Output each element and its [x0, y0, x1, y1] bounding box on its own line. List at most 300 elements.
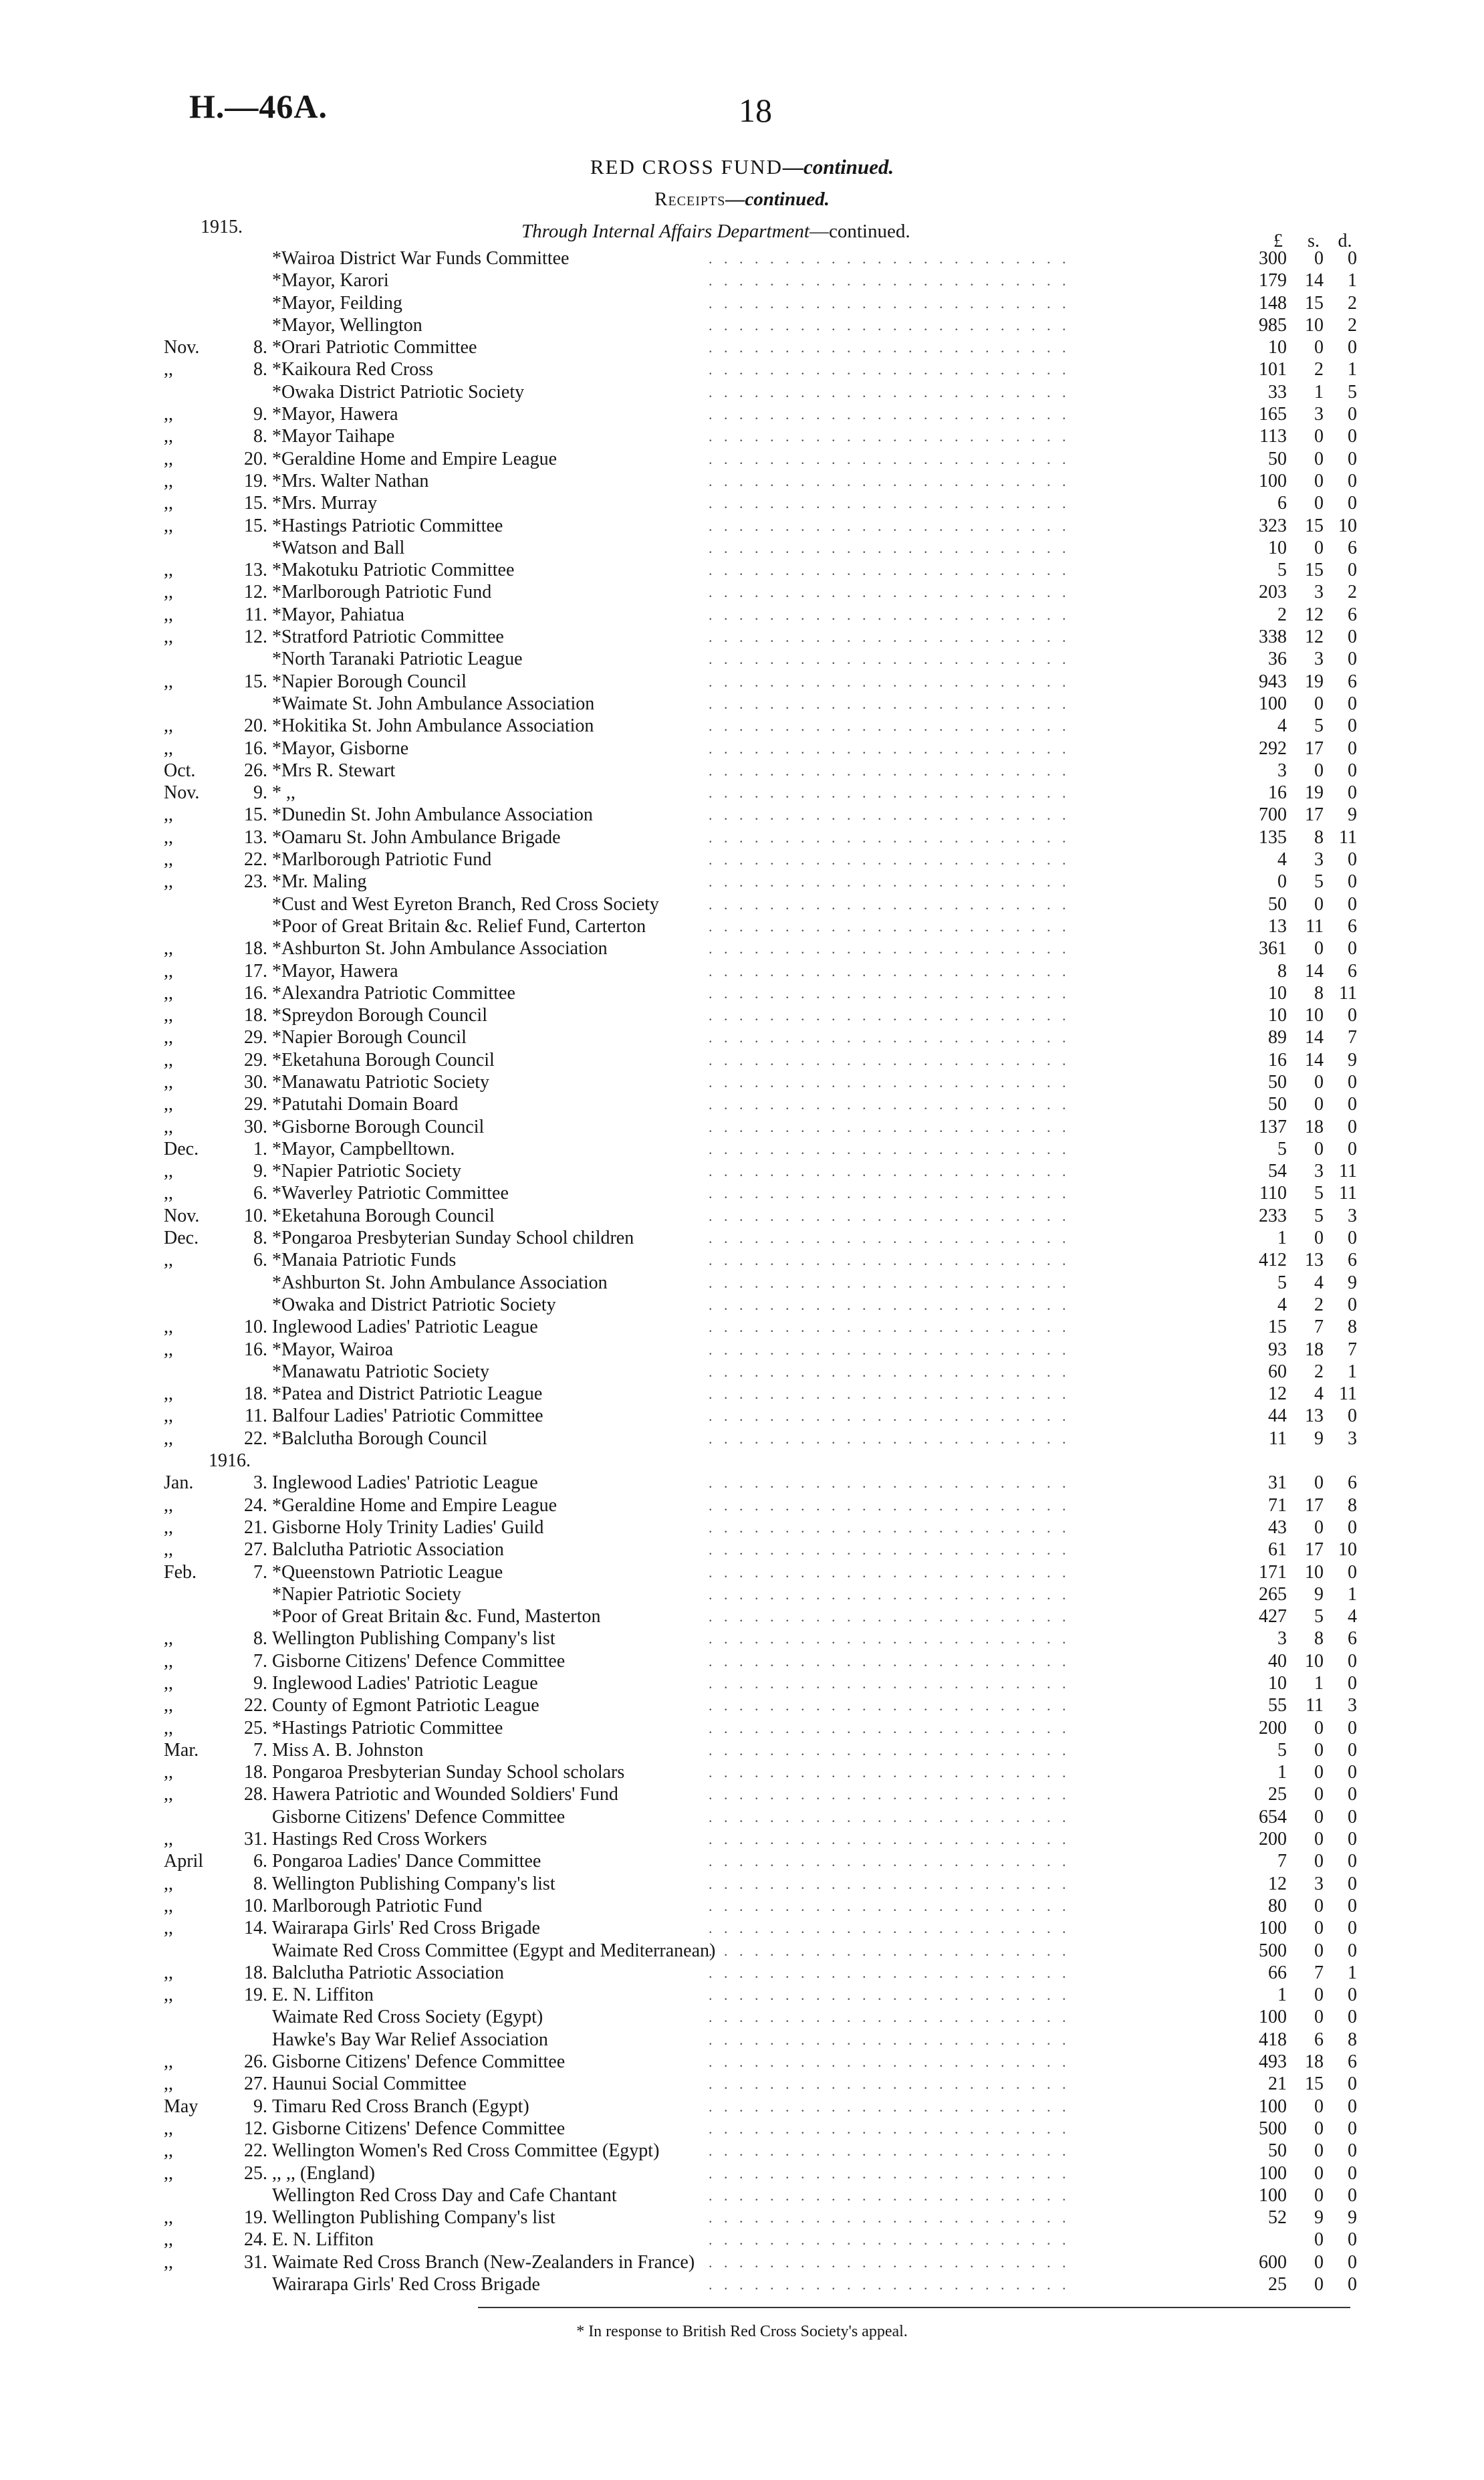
entry-description: *Waimate St. John Ambulance Association	[272, 693, 595, 714]
entry-description: *Manaia Patriotic Funds	[272, 1250, 457, 1271]
entry-day: 8.	[253, 1628, 267, 1650]
amount-shillings: 14	[1305, 1027, 1324, 1048]
entry-description: *Alexandra Patriotic Committee	[272, 982, 515, 1004]
entry-description: *Balclutha Borough Council	[272, 1428, 487, 1449]
amount-shillings: 0	[1314, 2229, 1324, 2251]
entry-month: ,,	[164, 1005, 173, 1026]
entry-description: *Mrs. Walter Nathan	[272, 470, 429, 491]
entry-description: E. N. Liffiton	[272, 1985, 374, 2006]
entry-day: 8.	[253, 1873, 267, 1894]
amount-pounds: 100	[1259, 693, 1287, 714]
entry-day: 29.	[244, 1049, 267, 1070]
amount-pence: 0	[1348, 782, 1357, 804]
amount-pence: 2	[1348, 292, 1357, 314]
dot-leaders: . . . . . . . . . . . . . . . . . . . . . . . .	[709, 1719, 1070, 1736]
amount-pounds: 171	[1259, 1561, 1287, 1583]
amount-pence: 6	[1348, 604, 1357, 625]
dot-leaders: . . . . . . . . . . . . . . . . . . . . . . . .	[709, 651, 1070, 668]
table-row	[0, 1761, 1484, 1783]
entry-month: Nov.	[164, 782, 200, 804]
amount-pounds: 89	[1268, 1027, 1287, 1048]
amount-pence: 0	[1348, 871, 1357, 893]
entry-month: ,,	[164, 448, 173, 469]
entry-month: ,,	[164, 1628, 173, 1650]
amount-pence: 6	[1348, 1628, 1357, 1650]
amount-pounds: 12	[1268, 1873, 1287, 1894]
amount-pence: 0	[1348, 627, 1357, 648]
amount-pounds: 50	[1268, 1071, 1287, 1093]
table-row	[0, 515, 1484, 537]
entry-month: ,,	[164, 1405, 173, 1427]
amount-pence: 0	[1348, 2118, 1357, 2139]
dot-leaders: . . . . . . . . . . . . . . . . . . . . . . . .	[709, 1430, 1070, 1447]
table-row	[0, 1516, 1484, 1539]
table-row	[0, 2118, 1484, 2140]
table-row	[0, 738, 1484, 760]
amount-pence: 6	[1348, 2051, 1357, 2073]
entry-description: *Patea and District Patriotic League	[272, 1383, 543, 1405]
amount-pence: 0	[1348, 2096, 1357, 2117]
entry-month: ,,	[164, 1762, 173, 1783]
section-heading	[521, 221, 910, 243]
table-row	[0, 269, 1484, 292]
entry-day: 31.	[244, 1829, 267, 1850]
amount-pence: 0	[1348, 1985, 1357, 2006]
amount-pounds: 10	[1268, 537, 1287, 558]
dot-leaders: . . . . . . . . . . . . . . . . . . . . . . . .	[709, 1563, 1070, 1581]
amount-shillings: 3	[1314, 1161, 1324, 1182]
entry-description: *Eketahuna Borough Council	[272, 1205, 495, 1226]
entry-description: *Mayor, Hawera	[272, 404, 398, 425]
amount-pence: 3	[1348, 1428, 1357, 1449]
amount-pounds: 8	[1277, 960, 1287, 982]
entry-description: Wellington Women's Red Cross Committee (Egypt)	[272, 2140, 660, 2162]
amount-pence: 0	[1348, 760, 1357, 781]
table-row	[0, 2162, 1484, 2184]
amount-pence: 6	[1348, 915, 1357, 937]
page-title	[0, 155, 1484, 179]
amount-pounds: 100	[1259, 470, 1287, 491]
amount-shillings: 5	[1314, 715, 1324, 737]
amount-shillings: 17	[1305, 804, 1324, 826]
amount-pounds: 52	[1268, 2207, 1287, 2229]
amount-shillings: 9	[1314, 1583, 1324, 1605]
table-row	[0, 1205, 1484, 1227]
table-row	[0, 1561, 1484, 1583]
entry-description: *Watson and Ball	[272, 537, 405, 558]
entry-month: ,,	[164, 960, 173, 982]
table-row	[0, 871, 1484, 893]
amount-pence: 0	[1348, 1918, 1357, 1939]
amount-shillings: 10	[1305, 1005, 1324, 1026]
entry-month: ,,	[164, 1428, 173, 1449]
entry-description: *Mayor Taihape	[272, 426, 395, 447]
entry-month: ,,	[164, 1339, 173, 1360]
amount-shillings: 12	[1305, 604, 1324, 625]
table-row	[0, 1828, 1484, 1850]
amount-pence: 8	[1348, 2029, 1357, 2050]
entry-day: 12.	[244, 627, 267, 648]
amount-shillings: 0	[1314, 1806, 1324, 1827]
amount-pounds: 418	[1259, 2029, 1287, 2050]
entry-day: 22.	[244, 1695, 267, 1716]
entry-day: 19.	[244, 2207, 267, 2229]
amount-shillings: 6	[1314, 2029, 1324, 2050]
amount-shillings: 0	[1314, 1516, 1324, 1538]
dot-leaders: . . . . . . . . . . . . . . . . . . . . . . . .	[709, 1185, 1070, 1202]
entry-month: ,,	[164, 2251, 173, 2273]
amount-pence: 6	[1348, 960, 1357, 982]
table-row	[0, 492, 1484, 514]
entry-description: *Makotuku Patriotic Committee	[272, 560, 515, 581]
entry-month: ,,	[164, 1695, 173, 1716]
table-row	[0, 648, 1484, 670]
entry-month: ,,	[164, 1962, 173, 1983]
entry-month: ,,	[164, 1027, 173, 1048]
amount-pence: 0	[1348, 738, 1357, 759]
amount-pounds: 292	[1259, 738, 1287, 759]
amount-pounds: 33	[1268, 381, 1287, 403]
table-row	[0, 1182, 1484, 1204]
entry-month: Mar.	[164, 1739, 199, 1761]
amount-pounds: 21	[1268, 2073, 1287, 2095]
subtitle-text: Receipts	[654, 189, 726, 210]
entry-month: ,,	[164, 1383, 173, 1405]
amount-pence: 0	[1348, 1895, 1357, 1916]
amount-pence: 3	[1348, 1695, 1357, 1716]
dot-leaders: . . . . . . . . . . . . . . . . . . . . . . . .	[709, 895, 1070, 913]
entry-description: Gisborne Citizens' Defence Committee	[272, 2118, 566, 2139]
entry-description: *Mayor, Karori	[272, 270, 389, 292]
entry-day: 9.	[253, 404, 267, 425]
amount-shillings: 0	[1314, 337, 1324, 358]
amount-pence: 0	[1348, 2007, 1357, 2028]
amount-pounds: 233	[1259, 1205, 1287, 1226]
dot-leaders: . . . . . . . . . . . . . . . . . . . . . . . .	[709, 272, 1070, 290]
entry-description: * ,,	[272, 782, 295, 804]
table-row	[0, 1494, 1484, 1516]
table-row	[0, 1071, 1484, 1093]
table-row	[0, 626, 1484, 648]
dot-leaders: . . . . . . . . . . . . . . . . . . . . . . . .	[709, 1697, 1070, 1714]
dot-leaders: . . . . . . . . . . . . . . . . . . . . . . . .	[709, 784, 1070, 802]
table-row	[0, 1339, 1484, 1361]
entry-description: Inglewood Ladies' Patriotic League	[272, 1673, 538, 1694]
entry-description: *Mrs R. Stewart	[272, 760, 396, 781]
table-row	[0, 1940, 1484, 1962]
amount-pence: 0	[1348, 2251, 1357, 2273]
entry-description: *Stratford Patriotic Committee	[272, 627, 504, 648]
amount-shillings: 0	[1314, 537, 1324, 558]
dot-leaders: . . . . . . . . . . . . . . . . . . . . . . . .	[709, 361, 1070, 378]
table-row	[0, 403, 1484, 425]
dot-leaders: . . . . . . . . . . . . . . . . . . . . . . . .	[709, 1296, 1070, 1313]
dot-leaders: . . . . . . . . . . . . . . . . . . . . . . . .	[709, 851, 1070, 869]
entry-description: *Owaka District Patriotic Society	[272, 381, 525, 403]
amount-shillings: 0	[1314, 1851, 1324, 1872]
amount-pounds: 265	[1259, 1583, 1287, 1605]
amount-pence: 3	[1348, 1205, 1357, 1226]
table-row	[0, 2051, 1484, 2073]
amount-pounds: 323	[1259, 515, 1287, 536]
amount-shillings: 0	[1314, 1717, 1324, 1738]
amount-shillings: 0	[1314, 448, 1324, 469]
amount-shillings: 5	[1314, 1205, 1324, 1226]
entry-description: Waimate Red Cross Branch (New-Zealanders in France)	[272, 2251, 695, 2273]
amount-pence: 0	[1348, 337, 1357, 358]
amount-pounds: 3	[1277, 1628, 1287, 1650]
entry-description: *Oamaru St. John Ambulance Brigade	[272, 826, 561, 848]
entry-description: *Mayor, Gisborne	[272, 738, 409, 759]
entry-day: 19.	[244, 470, 267, 491]
table-row	[0, 1895, 1484, 1917]
table-row	[0, 1605, 1484, 1627]
table-row	[0, 1650, 1484, 1672]
dot-leaders: . . . . . . . . . . . . . . . . . . . . . . . .	[709, 1741, 1070, 1759]
entry-month: ,,	[164, 938, 173, 960]
amount-shillings: 0	[1314, 1094, 1324, 1115]
dot-leaders: . . . . . . . . . . . . . . . . . . . . . . . .	[709, 1474, 1070, 1492]
amount-pence: 10	[1338, 515, 1357, 536]
amount-pounds: 6	[1277, 493, 1287, 514]
table-row	[0, 1093, 1484, 1115]
page-number: 18	[739, 92, 772, 129]
amount-pounds: 36	[1268, 649, 1287, 670]
amount-shillings: 0	[1314, 938, 1324, 960]
amount-pounds: 61	[1268, 1539, 1287, 1561]
entry-description: *Owaka and District Patriotic Society	[272, 1294, 556, 1315]
amount-shillings: 5	[1314, 1183, 1324, 1204]
amount-shillings: 0	[1314, 2118, 1324, 2139]
entry-description: Marlborough Patriotic Fund	[272, 1895, 483, 1916]
table-row	[0, 314, 1484, 336]
entry-day: 18.	[244, 1383, 267, 1405]
entry-description: *Cust and West Eyreton Branch, Red Cross Society	[272, 893, 659, 915]
entry-month: ,,	[164, 1829, 173, 1850]
amount-shillings: 11	[1306, 915, 1324, 937]
entry-month: ,,	[164, 871, 173, 893]
dot-leaders: . . . . . . . . . . . . . . . . . . . . . . . .	[709, 940, 1070, 957]
section-suffix: —continued.	[809, 221, 910, 242]
amount-pence: 0	[1348, 1094, 1357, 1115]
dot-leaders: . . . . . . . . . . . . . . . . . . . . . . . .	[709, 1051, 1070, 1068]
entry-description: *Mayor, Feilding	[272, 292, 402, 314]
amount-pounds: 93	[1268, 1339, 1287, 1360]
entry-day: 18.	[244, 1762, 267, 1783]
entry-description: Hawera Patriotic and Wounded Soldiers' Fund	[272, 1784, 618, 1805]
table-row	[0, 1272, 1484, 1294]
entry-description: *Poor of Great Britain &c. Relief Fund, Carterton	[272, 915, 646, 937]
entry-description: *Geraldine Home and Empire League	[272, 1494, 558, 1516]
amount-shillings: 0	[1314, 493, 1324, 514]
entry-description: Wairarapa Girls' Red Cross Brigade	[272, 2274, 540, 2295]
entry-day: 25.	[244, 2162, 267, 2184]
table-row	[0, 1405, 1484, 1427]
amount-shillings: 17	[1305, 1539, 1324, 1561]
entry-month: ,,	[164, 1183, 173, 1204]
amount-pounds: 13	[1268, 915, 1287, 937]
entry-day: 24.	[244, 2229, 267, 2251]
dot-leaders: . . . . . . . . . . . . . . . . . . . . . . . .	[709, 2053, 1070, 2071]
entry-day: 6.	[253, 1183, 267, 1204]
entry-month: ,,	[164, 826, 173, 848]
dot-leaders: . . . . . . . . . . . . . . . . . . . . . . . .	[709, 917, 1070, 935]
dot-leaders: . . . . . . . . . . . . . . . . . . . . . . . .	[709, 1118, 1070, 1135]
amount-pounds: 12	[1268, 1383, 1287, 1405]
amount-shillings: 12	[1305, 627, 1324, 648]
table-row	[0, 2140, 1484, 2162]
amount-pence: 0	[1348, 426, 1357, 447]
entry-day: 20.	[244, 715, 267, 737]
amount-shillings: 0	[1314, 1228, 1324, 1249]
amount-pounds: 361	[1259, 938, 1287, 960]
entry-day: 10.	[244, 1895, 267, 1916]
amount-pounds: 2	[1277, 604, 1287, 625]
amount-pounds: 148	[1259, 292, 1287, 314]
amount-pounds: 179	[1259, 270, 1287, 292]
amount-shillings: 17	[1305, 738, 1324, 759]
dot-leaders: . . . . . . . . . . . . . . . . . . . . . . . .	[709, 673, 1070, 690]
dot-leaders: . . . . . . . . . . . . . . . . . . . . . . . .	[709, 1875, 1070, 1892]
amount-pence: 0	[1348, 1138, 1357, 1159]
amount-pence: 0	[1348, 2073, 1357, 2095]
table-row	[0, 915, 1484, 937]
amount-shillings: 13	[1305, 1405, 1324, 1427]
amount-pounds: 200	[1259, 1717, 1287, 1738]
amount-shillings: 0	[1314, 1895, 1324, 1916]
entry-description: Waimate Red Cross Committee (Egypt and Mediterranean)	[272, 1940, 716, 1961]
dot-leaders: . . . . . . . . . . . . . . . . . . . . . . . .	[709, 584, 1070, 601]
entry-day: 22.	[244, 1428, 267, 1449]
amount-pence: 6	[1348, 1472, 1357, 1494]
entry-day: 28.	[244, 1784, 267, 1805]
entry-month: Jan.	[164, 1472, 194, 1494]
entry-description: Gisborne Citizens' Defence Committee	[272, 1650, 566, 1672]
dot-leaders: . . . . . . . . . . . . . . . . . . . . . . . .	[709, 539, 1070, 556]
entry-month: ,,	[164, 1317, 173, 1338]
dot-leaders: . . . . . . . . . . . . . . . . . . . . . . . .	[709, 1496, 1070, 1514]
entry-day: 7.	[253, 1561, 267, 1583]
entry-description: *Manawatu Patriotic Society	[272, 1071, 490, 1093]
amount-pounds: 500	[1259, 1940, 1287, 1961]
amount-shillings: 8	[1314, 982, 1324, 1004]
amount-pence: 0	[1348, 2140, 1357, 2162]
amount-pounds: 10	[1268, 1005, 1287, 1026]
entry-description: *Orari Patriotic Committee	[272, 337, 477, 358]
entry-day: 9.	[253, 782, 267, 804]
amount-pence: 0	[1348, 849, 1357, 871]
dot-leaders: . . . . . . . . . . . . . . . . . . . . . . . .	[709, 717, 1070, 735]
entry-day: 25.	[244, 1717, 267, 1738]
entry-day: 31.	[244, 2251, 267, 2273]
document-code: H.—46A.	[189, 88, 328, 125]
entry-month: ,,	[164, 515, 173, 536]
amount-shillings: 0	[1314, 1784, 1324, 1805]
entry-description: *Mayor, Wellington	[272, 314, 422, 336]
amount-pence: 6	[1348, 1250, 1357, 1271]
table-row	[0, 336, 1484, 358]
amount-shillings: 0	[1314, 2162, 1324, 2184]
amount-shillings: 0	[1314, 2007, 1324, 2028]
dot-leaders: . . . . . . . . . . . . . . . . . . . . . . . .	[709, 2231, 1070, 2249]
amount-pounds: 10	[1268, 337, 1287, 358]
amount-pounds: 1	[1277, 1228, 1287, 1249]
amount-pounds: 54	[1268, 1161, 1287, 1182]
entry-day: 22.	[244, 849, 267, 871]
entry-description: Wellington Publishing Company's list	[272, 1628, 555, 1650]
entry-day: 10.	[244, 1205, 267, 1226]
amount-pounds: 412	[1259, 1250, 1287, 1271]
entry-day: 23.	[244, 871, 267, 893]
amount-pounds: 11	[1269, 1428, 1287, 1449]
entry-description: *Pongaroa Presbyterian Sunday School children	[272, 1228, 634, 1249]
table-row	[0, 292, 1484, 314]
entry-description: Hawke's Bay War Relief Association	[272, 2029, 548, 2050]
amount-pounds: 113	[1259, 426, 1287, 447]
section-text: Through Internal Affairs Department	[521, 221, 810, 242]
amount-shillings: 0	[1314, 1472, 1324, 1494]
entry-description: Inglewood Ladies' Patriotic League	[272, 1317, 538, 1338]
entry-month: ,,	[164, 1673, 173, 1694]
entry-month: ,,	[164, 1161, 173, 1182]
amount-pence: 0	[1348, 1294, 1357, 1315]
entry-description: *Ashburton St. John Ambulance Association	[272, 938, 608, 960]
amount-pence: 0	[1348, 560, 1357, 581]
amount-pounds: 80	[1268, 1895, 1287, 1916]
amount-pounds: 427	[1259, 1606, 1287, 1627]
entry-description: *Marlborough Patriotic Fund	[272, 849, 492, 871]
amount-shillings: 1	[1314, 1673, 1324, 1694]
entry-description: Gisborne Citizens' Defence Committee	[272, 1806, 566, 1827]
entry-month: ,,	[164, 2118, 173, 2139]
amount-pounds: 50	[1268, 448, 1287, 469]
amount-pence: 0	[1348, 1561, 1357, 1583]
amount-pence: 8	[1348, 1317, 1357, 1338]
amount-pence: 0	[1348, 2274, 1357, 2295]
dot-leaders: . . . . . . . . . . . . . . . . . . . . . . . .	[709, 406, 1070, 423]
amount-pence: 0	[1348, 1116, 1357, 1137]
amount-pounds: 100	[1259, 2184, 1287, 2206]
table-row	[0, 2029, 1484, 2051]
entry-month: Nov.	[164, 337, 200, 358]
amount-pence: 1	[1348, 1361, 1357, 1382]
amount-shillings: 15	[1305, 515, 1324, 536]
table-row	[0, 2229, 1484, 2251]
amount-pence: 0	[1348, 893, 1357, 915]
dot-leaders: . . . . . . . . . . . . . . . . . . . . . . . .	[709, 450, 1070, 467]
amount-pounds: 16	[1268, 782, 1287, 804]
table-row	[0, 671, 1484, 693]
amount-pence: 9	[1348, 1049, 1357, 1070]
amount-shillings: 15	[1305, 560, 1324, 581]
table-row	[0, 581, 1484, 603]
dot-leaders: . . . . . . . . . . . . . . . . . . . . . . . .	[709, 1942, 1070, 1959]
entry-description: *Spreydon Borough Council	[272, 1005, 487, 1026]
entry-month: ,,	[164, 2162, 173, 2184]
dot-leaders: . . . . . . . . . . . . . . . . . . . . . . . .	[709, 1675, 1070, 1692]
entry-description: Balclutha Patriotic Association	[272, 1539, 504, 1561]
entry-day: 29.	[244, 1027, 267, 1048]
entry-month: ,,	[164, 849, 173, 871]
dot-leaders: . . . . . . . . . . . . . . . . . . . . . . . .	[709, 740, 1070, 757]
entry-month: ,,	[164, 804, 173, 826]
amount-pounds: 300	[1259, 248, 1287, 269]
amount-pence: 0	[1348, 649, 1357, 670]
receipts-table	[0, 247, 1484, 2295]
amount-pence: 0	[1348, 1762, 1357, 1783]
amount-shillings: 0	[1314, 760, 1324, 781]
amount-shillings: 10	[1305, 1650, 1324, 1672]
